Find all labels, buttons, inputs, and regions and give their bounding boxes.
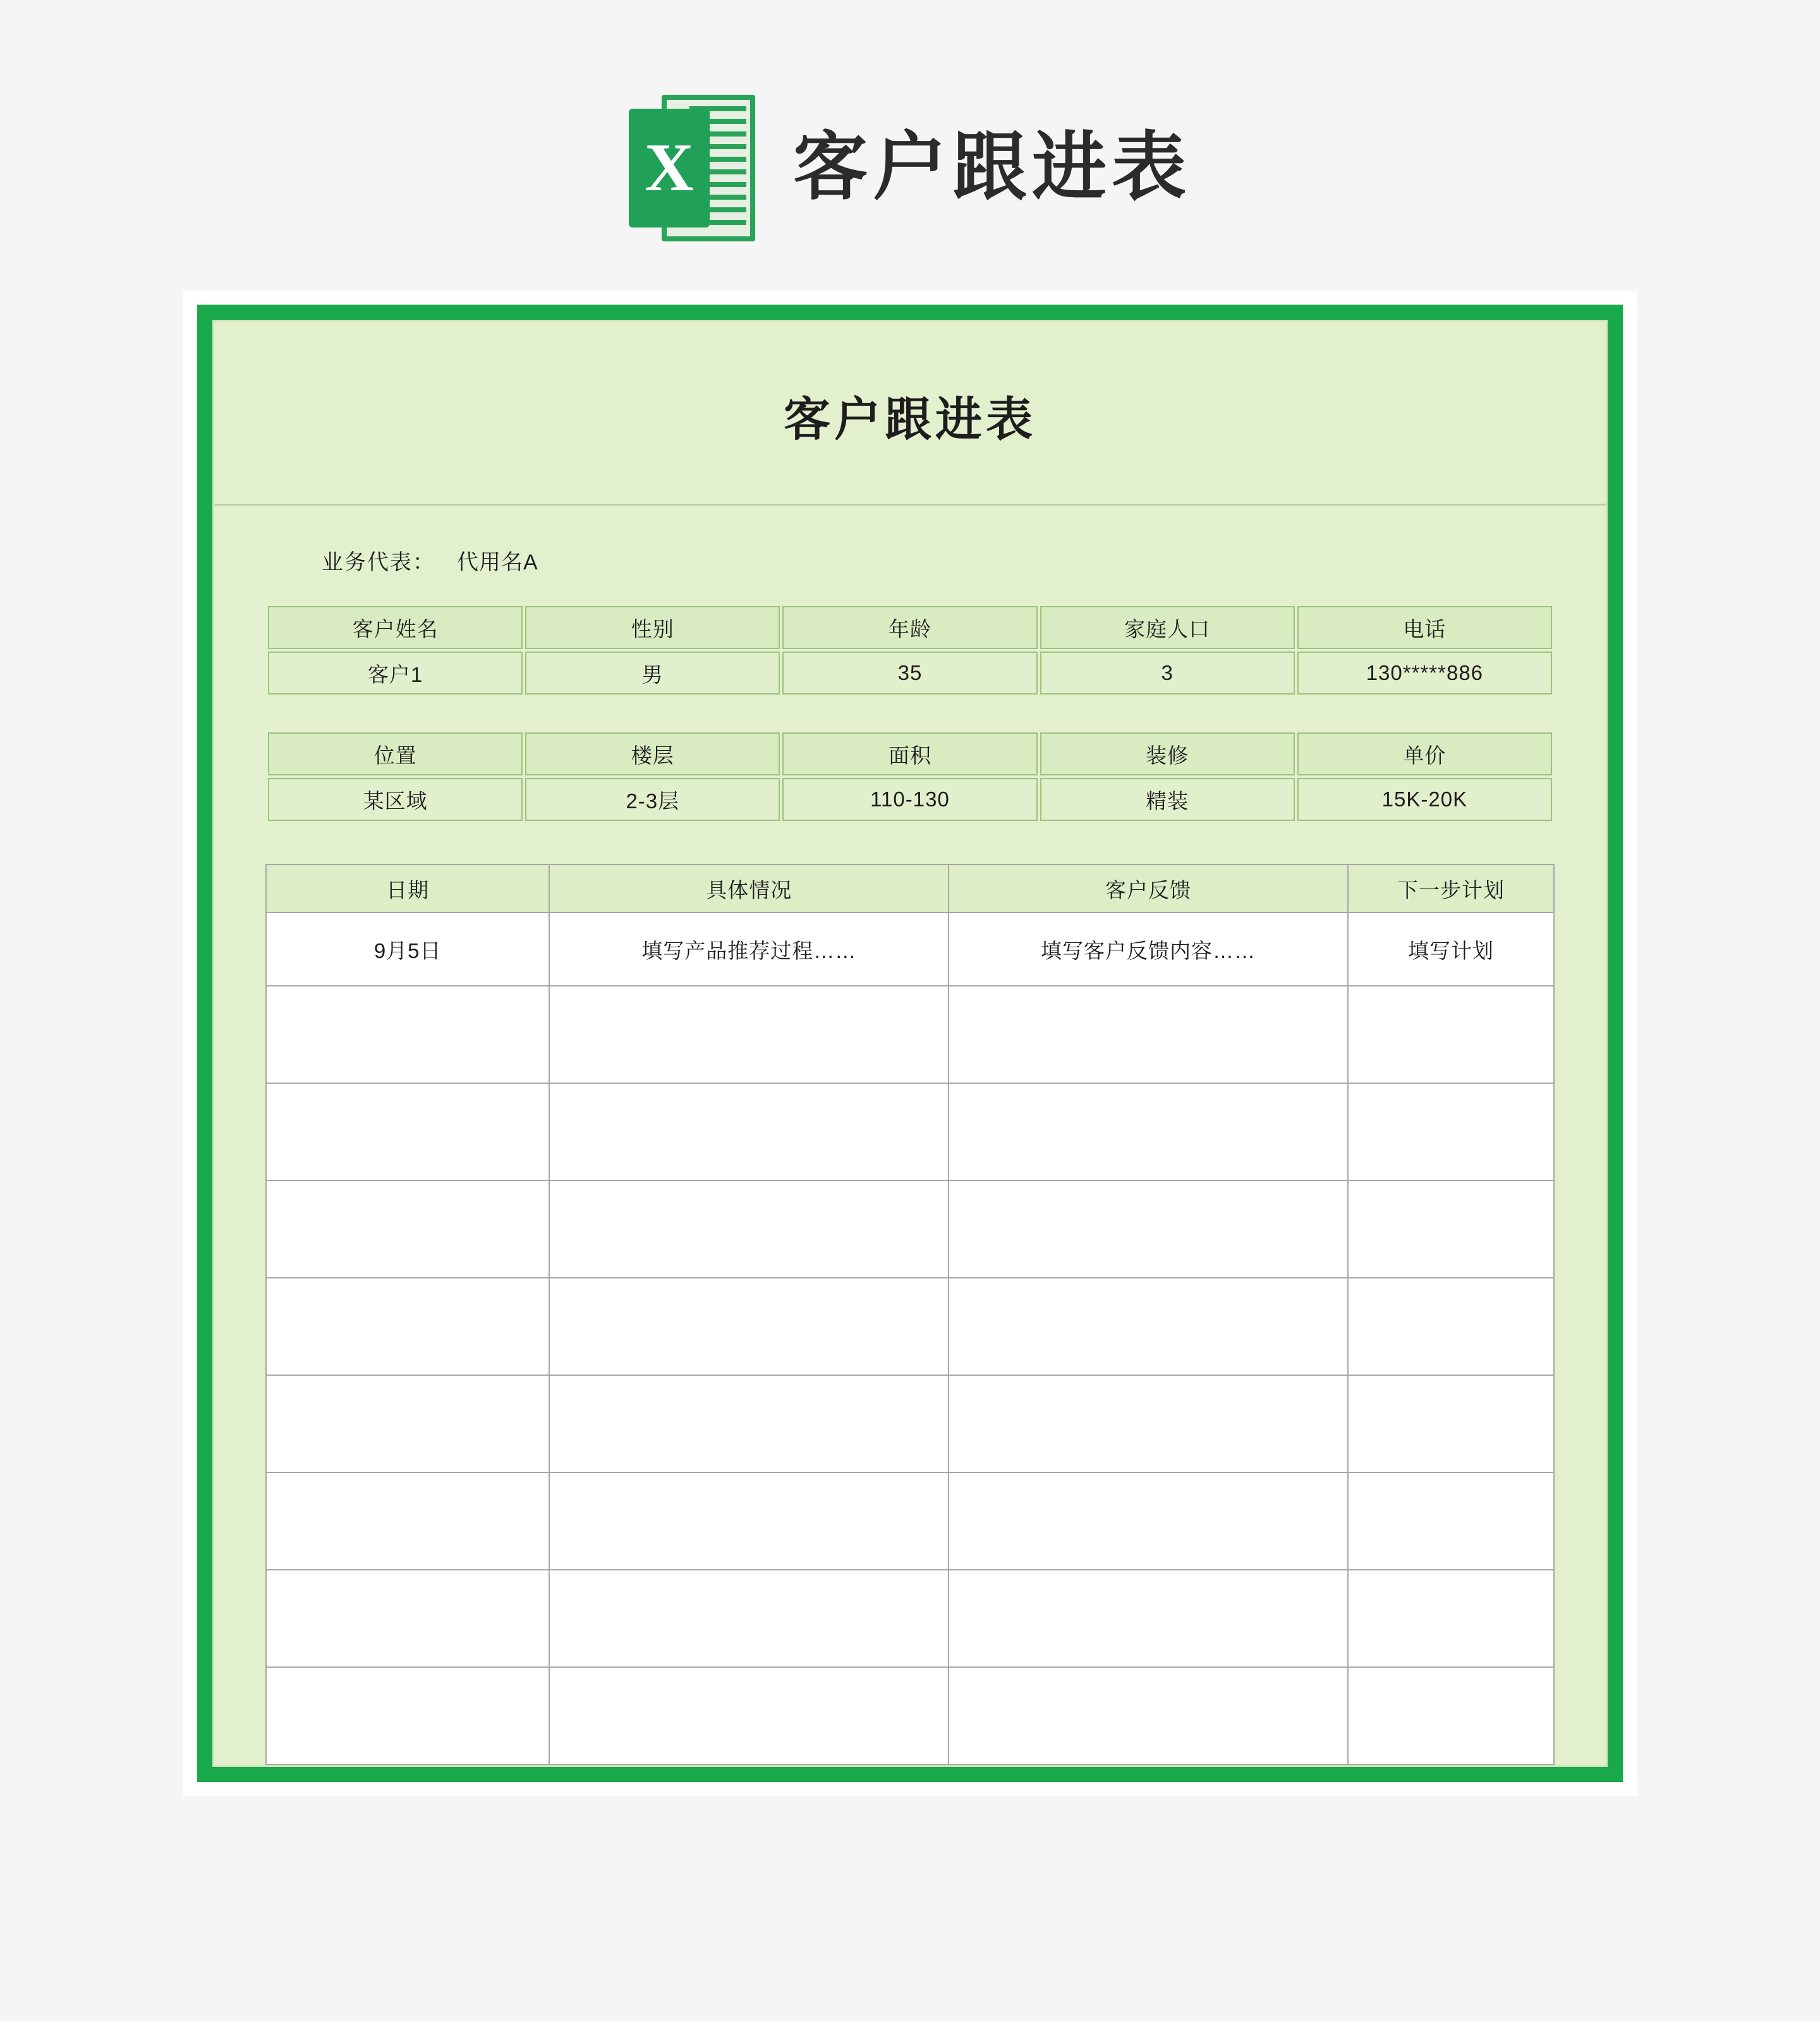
property-info-header-cell: 面积 bbox=[782, 732, 1037, 775]
property-info-value-cell[interactable]: 精装 bbox=[1040, 778, 1295, 821]
representative-value: 代用名A bbox=[457, 550, 538, 574]
log-cell-feedback[interactable]: 填写客户反馈内容…… bbox=[949, 913, 1348, 986]
sheet-inner bbox=[212, 320, 1608, 1767]
customer-info-value-cell[interactable]: 35 bbox=[782, 652, 1037, 695]
customer-info-value-cell[interactable]: 130*****886 bbox=[1297, 652, 1552, 695]
log-cell-date[interactable] bbox=[266, 1083, 549, 1180]
log-cell-feedback[interactable] bbox=[949, 1180, 1348, 1278]
log-cell-date[interactable] bbox=[266, 1375, 549, 1472]
log-cell-detail[interactable] bbox=[549, 1472, 949, 1570]
sheet-container bbox=[183, 291, 1637, 1796]
log-cell-feedback[interactable] bbox=[949, 1472, 1348, 1570]
log-cell-date[interactable] bbox=[266, 1278, 549, 1375]
log-cell-detail[interactable] bbox=[549, 1570, 949, 1667]
log-cell-detail[interactable]: 填写产品推荐过程…… bbox=[549, 913, 949, 986]
log-cell-feedback[interactable] bbox=[949, 1570, 1348, 1667]
log-header-row bbox=[266, 865, 1554, 913]
customer-info-header-row bbox=[268, 606, 1552, 649]
customer-info-value-cell[interactable]: 客户1 bbox=[268, 652, 523, 695]
log-cell-date[interactable] bbox=[266, 986, 549, 1083]
customer-info-block bbox=[265, 604, 1555, 697]
customer-info-header-cell: 电话 bbox=[1297, 606, 1552, 649]
property-info-table bbox=[265, 730, 1555, 823]
table-row bbox=[266, 1083, 1554, 1180]
property-info-header-row bbox=[268, 732, 1552, 775]
excel-file-icon bbox=[629, 95, 755, 241]
log-cell-feedback[interactable] bbox=[949, 986, 1348, 1083]
log-cell-detail[interactable] bbox=[549, 1278, 949, 1375]
log-cell-feedback[interactable] bbox=[949, 1375, 1348, 1472]
page-header bbox=[0, 0, 1820, 267]
log-header-cell-feedback: 客户反馈 bbox=[949, 865, 1348, 913]
log-cell-plan[interactable] bbox=[1348, 1180, 1554, 1278]
property-info-value-cell[interactable]: 某区域 bbox=[268, 778, 523, 821]
property-info-block bbox=[265, 730, 1555, 823]
page-title: 客户跟进表 bbox=[792, 126, 1191, 210]
property-info-value-cell[interactable]: 2-3层 bbox=[525, 778, 780, 821]
log-cell-plan[interactable]: 填写计划 bbox=[1348, 913, 1554, 986]
log-cell-feedback[interactable] bbox=[949, 1278, 1348, 1375]
table-row bbox=[266, 986, 1554, 1083]
log-cell-plan[interactable] bbox=[1348, 1570, 1554, 1667]
property-info-value-row bbox=[268, 778, 1552, 821]
customer-info-header-cell: 年龄 bbox=[782, 606, 1037, 649]
customer-info-value-cell[interactable]: 3 bbox=[1040, 652, 1295, 695]
property-info-value-cell[interactable]: 110-130 bbox=[782, 778, 1037, 821]
log-cell-detail[interactable] bbox=[549, 1180, 949, 1278]
table-row bbox=[266, 1180, 1554, 1278]
property-info-header-cell: 单价 bbox=[1297, 732, 1552, 775]
sheet-green-border bbox=[197, 305, 1623, 1782]
log-cell-date[interactable] bbox=[266, 1180, 549, 1278]
log-cell-plan[interactable] bbox=[1348, 1667, 1554, 1764]
log-cell-feedback[interactable] bbox=[949, 1083, 1348, 1180]
log-cell-detail[interactable] bbox=[549, 1083, 949, 1180]
property-info-header-cell: 楼层 bbox=[525, 732, 780, 775]
log-header-cell-date: 日期 bbox=[266, 865, 549, 913]
table-row bbox=[266, 1472, 1554, 1570]
customer-info-header-cell: 客户姓名 bbox=[268, 606, 523, 649]
table-row bbox=[266, 1375, 1554, 1472]
excel-icon-x-letter: X bbox=[644, 130, 694, 205]
log-cell-plan[interactable] bbox=[1348, 1278, 1554, 1375]
log-cell-plan[interactable] bbox=[1348, 1375, 1554, 1472]
log-cell-detail[interactable] bbox=[549, 1375, 949, 1472]
representative-label: 业务代表： bbox=[322, 550, 435, 574]
document-title: 客户跟进表 bbox=[214, 322, 1606, 506]
log-header-cell-detail: 具体情况 bbox=[549, 865, 949, 913]
followup-log-table bbox=[265, 864, 1555, 1765]
log-cell-date[interactable] bbox=[266, 1667, 549, 1764]
excel-icon-x-badge bbox=[629, 109, 710, 228]
property-info-header-cell: 位置 bbox=[268, 732, 523, 775]
log-cell-date[interactable] bbox=[266, 1570, 549, 1667]
property-info-value-cell[interactable]: 15K-20K bbox=[1297, 778, 1552, 821]
customer-info-header-cell: 家庭人口 bbox=[1040, 606, 1295, 649]
log-cell-plan[interactable] bbox=[1348, 986, 1554, 1083]
table-row bbox=[266, 1278, 1554, 1375]
log-cell-detail[interactable] bbox=[549, 1667, 949, 1764]
log-cell-date[interactable] bbox=[266, 1472, 549, 1570]
log-cell-detail[interactable] bbox=[549, 986, 949, 1083]
log-cell-plan[interactable] bbox=[1348, 1472, 1554, 1570]
log-header-cell-plan: 下一步计划 bbox=[1348, 865, 1554, 913]
log-cell-date[interactable]: 9月5日 bbox=[266, 913, 549, 986]
customer-info-value-row bbox=[268, 652, 1552, 695]
customer-info-value-cell[interactable]: 男 bbox=[525, 652, 780, 695]
customer-info-table bbox=[265, 604, 1555, 697]
customer-info-header-cell: 性别 bbox=[525, 606, 780, 649]
log-cell-feedback[interactable] bbox=[949, 1667, 1348, 1764]
table-row bbox=[266, 1570, 1554, 1667]
table-row bbox=[266, 913, 1554, 986]
log-cell-plan[interactable] bbox=[1348, 1083, 1554, 1180]
representative-row bbox=[214, 506, 1606, 604]
property-info-header-cell: 装修 bbox=[1040, 732, 1295, 775]
table-row bbox=[266, 1667, 1554, 1764]
followup-log-block bbox=[265, 864, 1555, 1765]
section-spacer bbox=[214, 697, 1606, 730]
